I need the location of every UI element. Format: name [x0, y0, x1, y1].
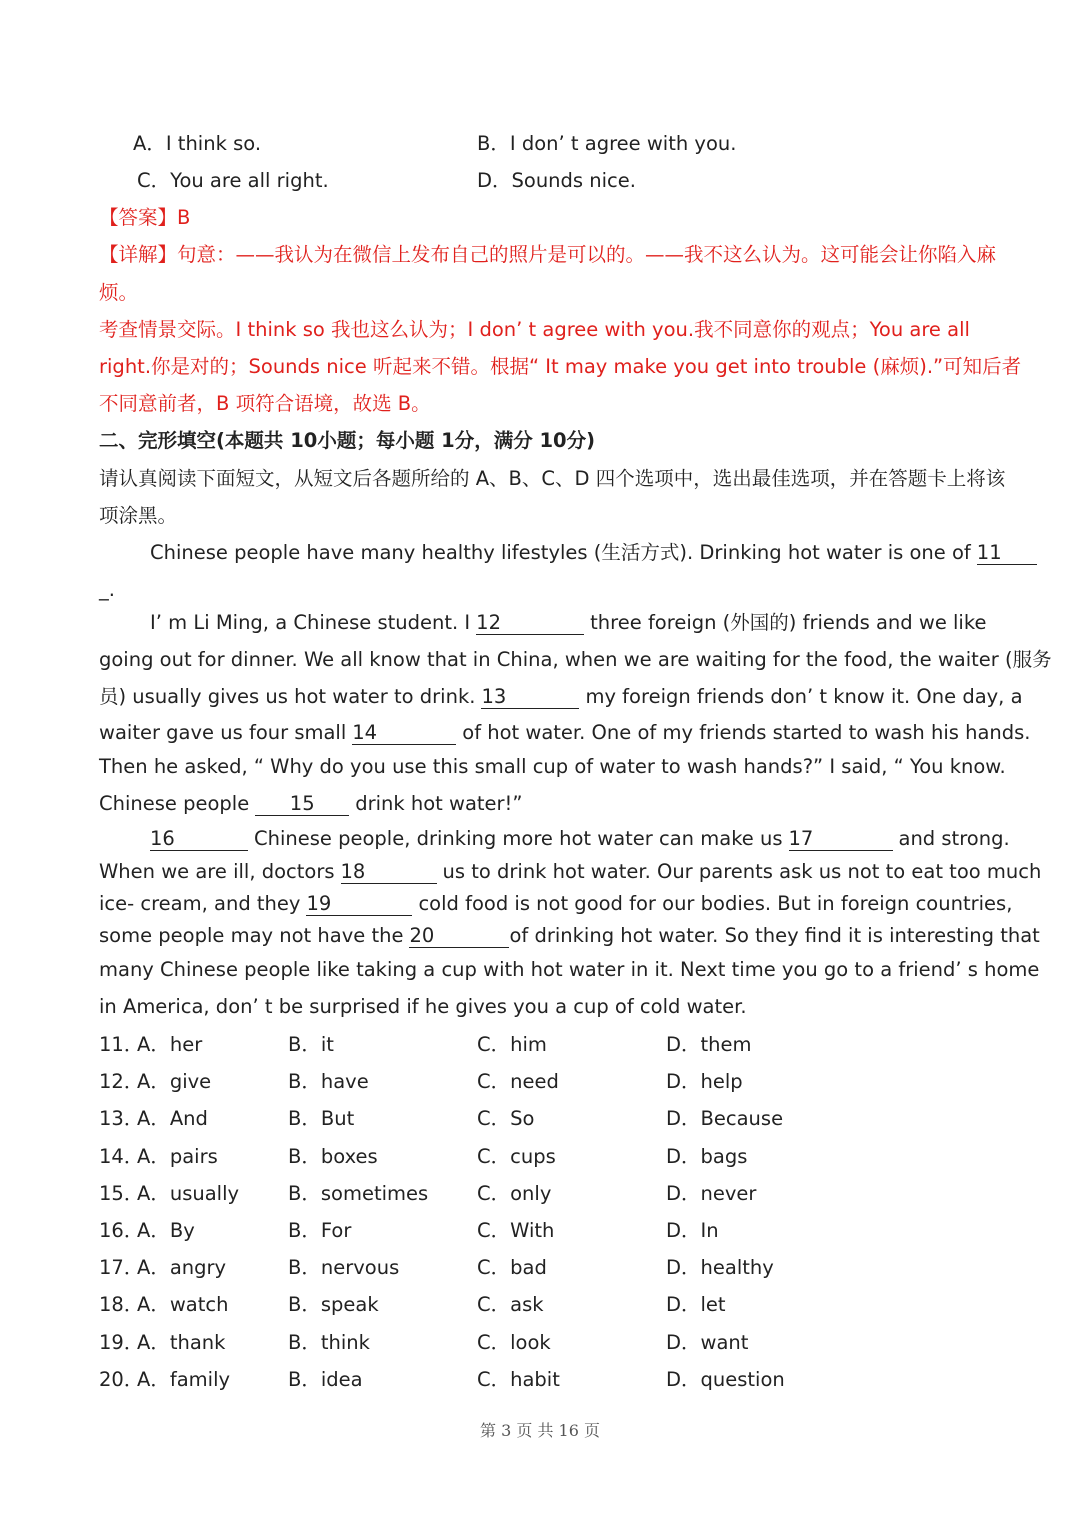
option-b: B．idea — [288, 1368, 363, 1391]
option-d: D．want — [666, 1331, 749, 1354]
option-d: D．them — [666, 1033, 752, 1056]
question-number: 19． — [99, 1331, 144, 1354]
option-a: A．her — [137, 1033, 203, 1056]
option-c: C．habit — [477, 1368, 560, 1391]
section-title: 二、完形填空(本题共 10小题；每小题 1分，满分 10分) — [99, 429, 596, 452]
passage-line: waiter gave us four small 14 of hot water. One of my friends started to wash his hands. — [99, 721, 1031, 744]
option-a: A．watch — [137, 1293, 229, 1316]
blank-14: 14 — [352, 722, 456, 745]
section-instruction-2: 项涂黑。 — [99, 504, 178, 527]
option-d: D．bags — [666, 1145, 748, 1168]
passage-line: Chinese people have many healthy lifestyles (生活方式). Drinking hot water is one of 11 — [150, 541, 985, 565]
question-number: 16． — [99, 1219, 144, 1242]
passage-line: some people may not have the 20 of drinking hot water. So they find it is interesting that — [99, 924, 1040, 947]
option-c: C．ask — [477, 1293, 544, 1316]
prev-option-b: B．I don’ t agree with you. — [477, 132, 737, 155]
question-number: 13． — [99, 1107, 144, 1130]
option-d: D．In — [666, 1219, 719, 1242]
option-b: B．sometimes — [288, 1182, 429, 1205]
option-d: D．Because — [666, 1107, 784, 1130]
option-b: B．For — [288, 1219, 352, 1242]
detail-line-2: 烦。 — [99, 281, 139, 304]
option-b: B．nervous — [288, 1256, 400, 1279]
option-d: D．healthy — [666, 1256, 774, 1279]
blank-13: 13 — [481, 686, 579, 709]
prev-option-a: A．I think so. — [133, 132, 262, 155]
detail-line-5: 不同意前者，B 项符合语境，故选 B。 — [99, 392, 431, 415]
passage-line: in America, don’ t be surprised if he gives you a cup of cold water. — [99, 995, 747, 1018]
section-instruction-1: 请认真阅读下面短文，从短文后各题所给的 A、B、C、D 四个选项中，选出最佳选项，并在答题卡上将该 — [99, 467, 1006, 490]
option-a: A．thank — [137, 1331, 226, 1354]
blank-11: 11 — [977, 542, 1037, 565]
passage-line: Then he asked, “ Why do you use this small cup of water to wash hands?” I said, “ You know. — [99, 755, 1006, 778]
option-c: C．bad — [477, 1256, 547, 1279]
question-number: 20． — [99, 1368, 144, 1391]
passage-line: 16 Chinese people, drinking more hot water can make us 17 and strong. — [150, 827, 1010, 850]
option-b: B．it — [288, 1033, 334, 1056]
option-c: C．only — [477, 1182, 552, 1205]
passage-line: ice- cream, and they 19 cold food is not good for our bodies. But in foreign countries, — [99, 892, 1013, 915]
blank-16: 16 — [150, 828, 248, 851]
blank-18: 18 — [341, 861, 437, 884]
blank-15: 15 — [255, 793, 349, 816]
option-a: A．By — [137, 1219, 195, 1242]
option-a: A．And — [137, 1107, 208, 1130]
option-c: C．With — [477, 1219, 555, 1242]
option-d: D．let — [666, 1293, 726, 1316]
option-d: D．never — [666, 1182, 757, 1205]
option-b: B．have — [288, 1070, 369, 1093]
prev-option-d: D．Sounds nice. — [477, 169, 636, 192]
option-c: C．cups — [477, 1145, 556, 1168]
question-number: 12． — [99, 1070, 144, 1093]
option-b: B．But — [288, 1107, 355, 1130]
question-number: 14． — [99, 1145, 144, 1168]
question-number: 18． — [99, 1293, 144, 1316]
detail-line-1: 【详解】句意：——我认为在微信上发布自己的照片是可以的。——我不这么认为。这可能会让你陷入麻 — [99, 243, 997, 266]
option-c: C．So — [477, 1107, 535, 1130]
prev-option-c: C．You are all right. — [137, 169, 329, 192]
blank-20: 20 — [409, 925, 509, 948]
question-number: 11． — [99, 1033, 144, 1056]
passage-line: many Chinese people like taking a cup with hot water in it. Next time you go to a friend’ s home — [99, 958, 1040, 981]
detail-line-4: right.你是对的；Sounds nice 听起来不错。根据“ It may make you get into trouble (麻烦).”可知后者 — [99, 355, 1022, 378]
option-b: B．think — [288, 1331, 370, 1354]
option-a: A．usually — [137, 1182, 240, 1205]
option-a: A．family — [137, 1368, 231, 1391]
option-d: D．question — [666, 1368, 785, 1391]
passage-line: I’ m Li Ming, a Chinese student. I 12 three foreign (外国的) friends and we like — [150, 611, 987, 634]
blank-12: 12 — [476, 612, 584, 635]
option-c: C．look — [477, 1331, 551, 1354]
blank-19: 19 — [306, 893, 412, 916]
option-a: A．give — [137, 1070, 212, 1093]
option-a: A．pairs — [137, 1145, 218, 1168]
question-number: 15． — [99, 1182, 144, 1205]
passage-line: Chinese people 15 drink hot water!” — [99, 792, 523, 815]
passage-line: 员) usually gives us hot water to drink. 13 my foreign friends don’ t know it. One day, a — [99, 685, 1023, 708]
passage-line: When we are ill, doctors 18 us to drink hot water. Our parents ask us not to eat too much — [99, 860, 1042, 883]
option-c: C．need — [477, 1070, 559, 1093]
page-footer: 第 3 页 共 16 页 — [480, 1421, 600, 1440]
option-b: B．speak — [288, 1293, 379, 1316]
question-number: 17． — [99, 1256, 144, 1279]
option-b: B．boxes — [288, 1145, 378, 1168]
detail-line-3: 考查情景交际。I think so 我也这么认为；I don’ t agree with you.我不同意你的观点；You are all — [99, 318, 970, 341]
option-d: D．help — [666, 1070, 743, 1093]
option-c: C．him — [477, 1033, 547, 1056]
answer-label: 【答案】B — [99, 206, 191, 229]
option-a: A．angry — [137, 1256, 227, 1279]
passage-line: _. — [99, 578, 115, 601]
passage-line: going out for dinner. We all know that in China, when we are waiting for the food, the waiter (服务 — [99, 648, 1052, 671]
blank-17: 17 — [789, 828, 893, 851]
